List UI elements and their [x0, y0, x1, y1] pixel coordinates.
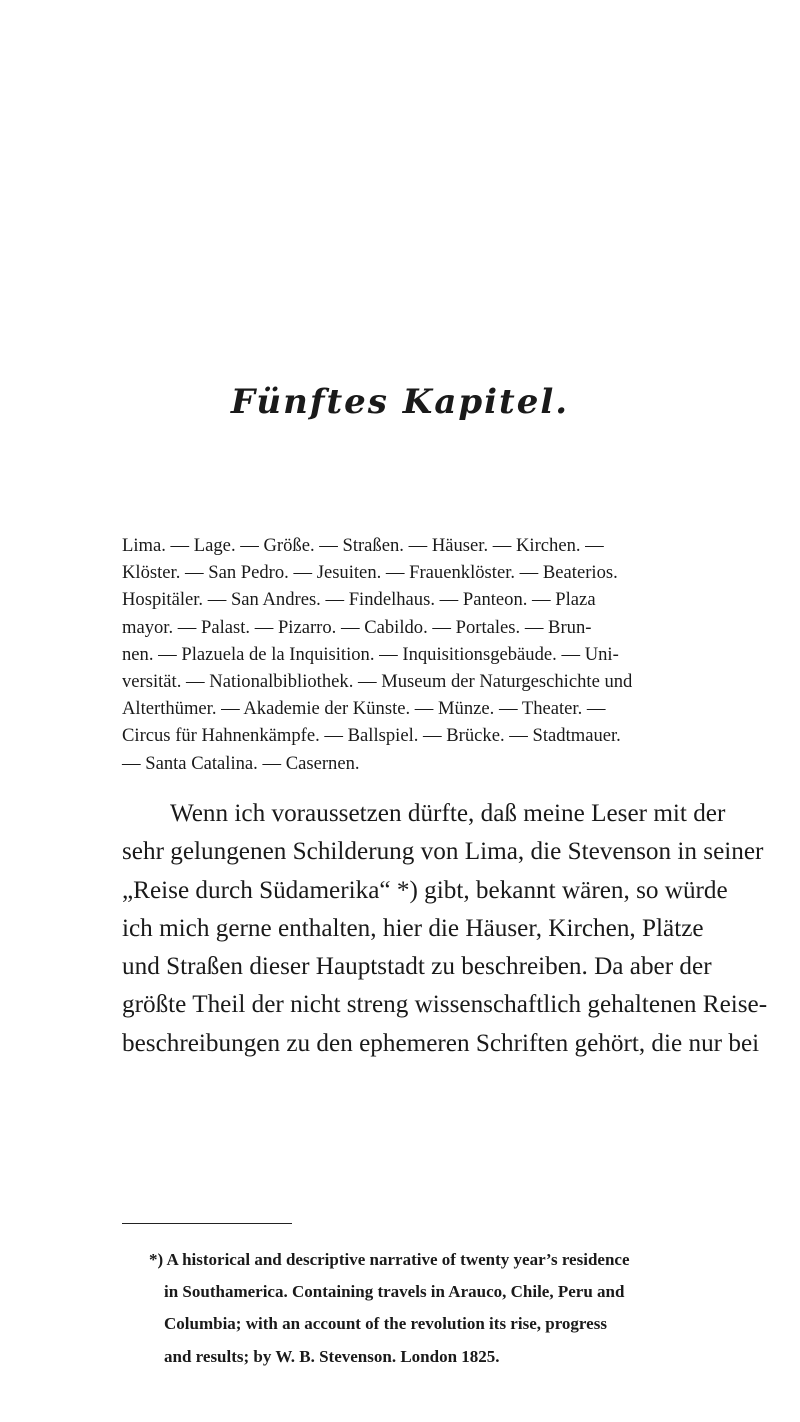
body-line: „Reise durch Südamerika“ *) gibt, bekannt wären, so würde: [122, 876, 728, 904]
summary-line: versität. — Nationalbibliothek. — Museum der Naturgeschichte und: [122, 671, 633, 693]
body-line: größte Theil der nicht streng wissenschaftlich gehaltenen Reise-: [122, 991, 768, 1019]
summary-line: Circus für Hahnenkämpfe. — Ballspiel. — Brücke. — Stadtmauer.: [122, 725, 621, 747]
body-line: und Straßen dieser Hauptstadt zu beschreiben. Da aber der: [122, 953, 712, 981]
footnote-text: A historical and descriptive narrative of twenty year’s residence: [166, 1250, 630, 1269]
summary-line: nen. — Plazuela de la Inquisition. — Inquisitionsgebäude. — Uni-: [122, 643, 619, 665]
body-paragraph: [122, 795, 768, 1063]
chapter-title: Fünftes Kapitel.: [230, 382, 570, 422]
footnote-divider: [122, 1223, 292, 1224]
footnote-marker: *): [149, 1250, 164, 1269]
summary-line: mayor. — Palast. — Pizarro. — Cabildo. — Portales. — Brun-: [122, 616, 592, 638]
summary-line: Alterthümer. — Akademie der Künste. — Münze. — Theater. —: [122, 698, 606, 720]
chapter-summary: [122, 532, 692, 777]
body-line: ich mich gerne enthalten, hier die Häuser, Kirchen, Plätze: [122, 914, 704, 942]
footnote-line: [122, 1244, 692, 1276]
summary-line: Hospitäler. — San Andres. — Findelhaus. — Panteon. — Plaza: [122, 589, 596, 611]
summary-line: Klöster. — San Pedro. — Jesuiten. — Frauenklöster. — Beaterios.: [122, 562, 618, 584]
footnote: [122, 1244, 692, 1373]
footnote-line: and results; by W. B. Stevenson. London 1825.: [164, 1346, 500, 1366]
summary-line: Lima. — Lage. — Größe. — Straßen. — Häuser. — Kirchen. —: [122, 535, 604, 556]
summary-line: — Santa Catalina. — Casernen.: [122, 752, 360, 774]
body-line: Wenn ich voraussetzen dürfte, daß meine Leser mit der: [170, 800, 726, 827]
body-line: beschreibungen zu den ephemeren Schriften gehört, die nur bei: [122, 1029, 760, 1057]
footnote-line: Columbia; with an account of the revolution its rise, progress: [164, 1314, 607, 1334]
footnote-line: in Southamerica. Containing travels in Arauco, Chile, Peru and: [164, 1282, 625, 1302]
body-line: sehr gelungenen Schilderung von Lima, die Stevenson in seiner: [122, 838, 764, 866]
